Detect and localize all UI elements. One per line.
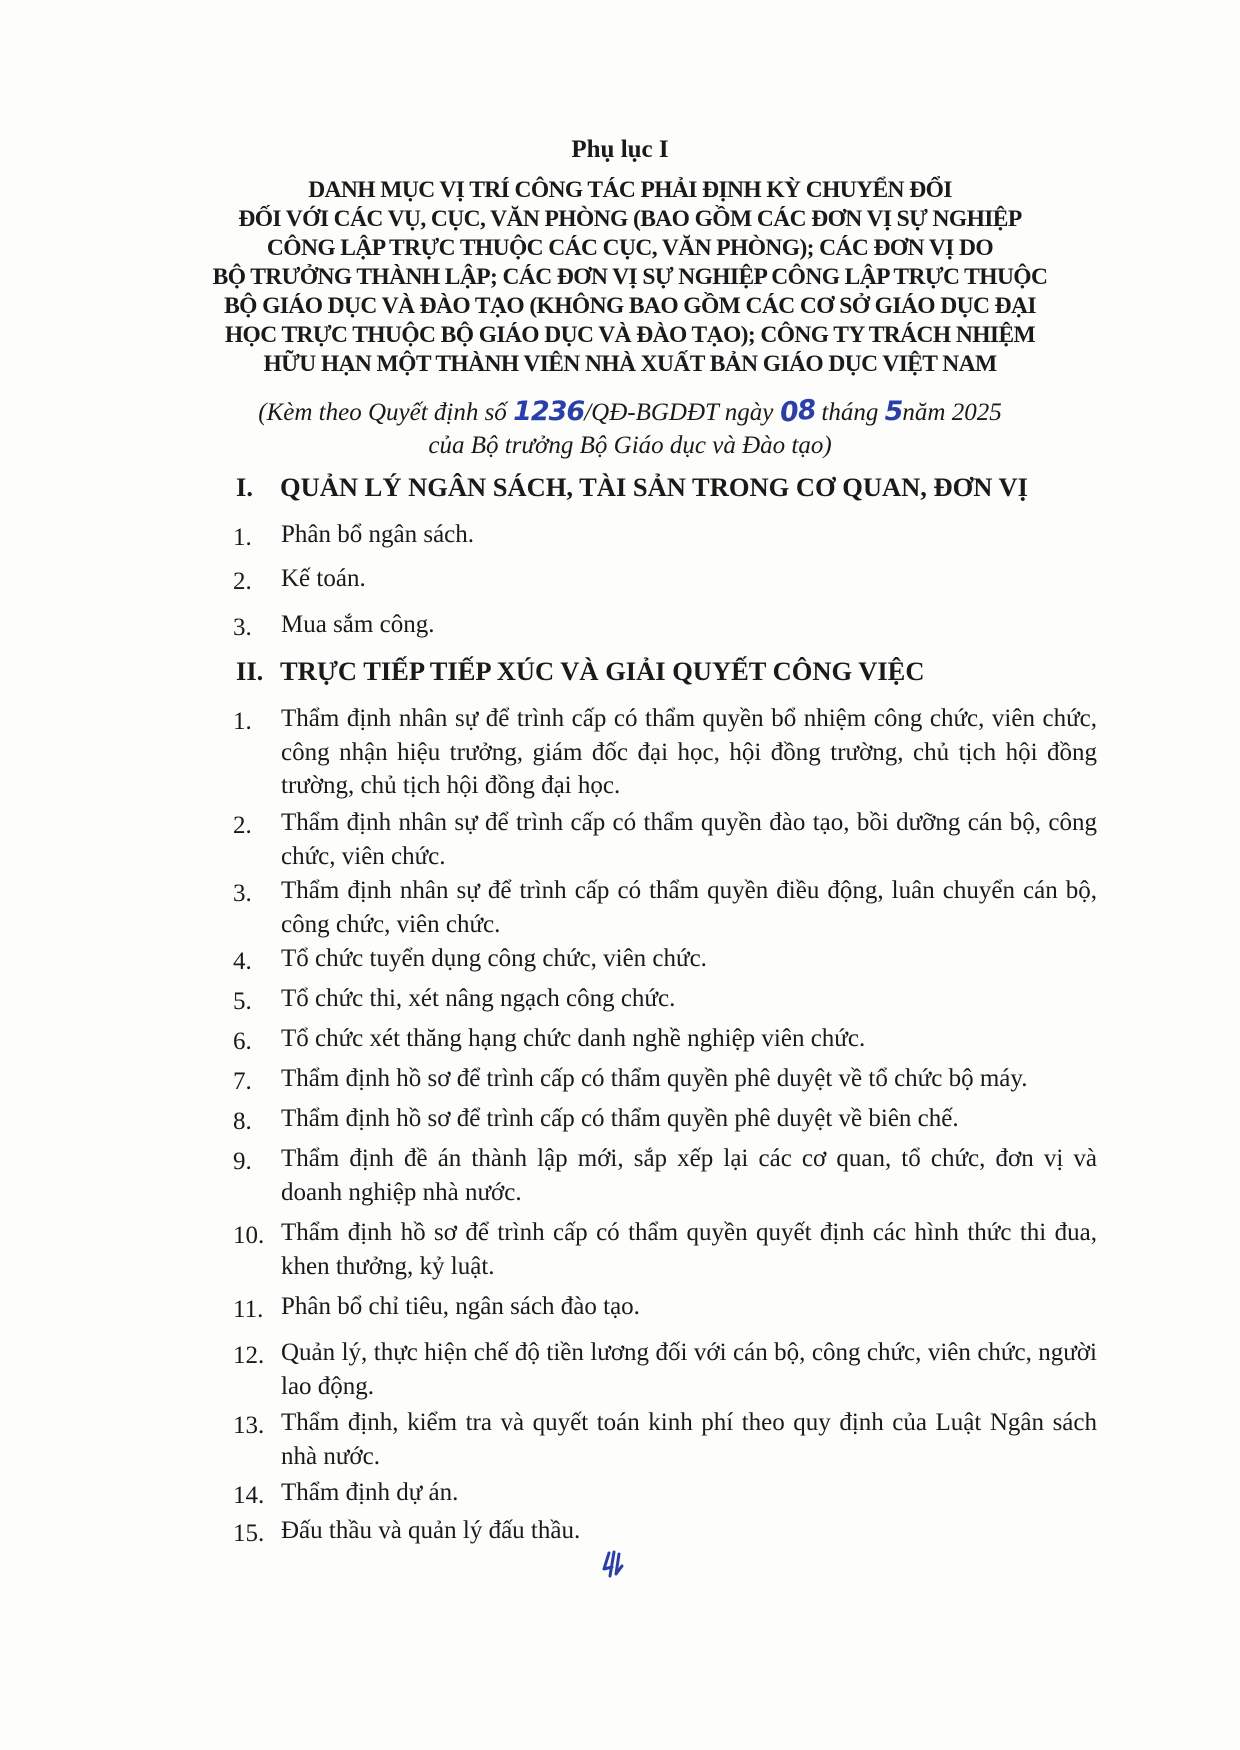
item-number: 10. (233, 1222, 265, 1249)
item-text: Thẩm định nhân sự để trình cấp có thẩm quyền điều động, luân chuyển cán bộ, công chức, viên chức. (281, 877, 1097, 938)
attachment-note (180, 396, 1080, 427)
item-text: Đấu thầu và quản lý đấu thầu. (281, 1517, 581, 1544)
heading-line: CÔNG LẬP TRỰC THUỘC CÁC CỤC, VĂN PHÒNG); CÁC ĐƠN VỊ DO (266, 235, 994, 261)
handwritten-decision-number: 1236 (513, 396, 585, 427)
item-number: 11. (233, 1296, 264, 1323)
item-text: Thẩm định, kiểm tra và quyết toán kinh phí theo quy định của Luật Ngân sách nhà nước. (281, 1409, 1097, 1470)
document-heading (180, 176, 1080, 379)
item-number: 5. (233, 988, 252, 1015)
attachment-suffix: năm 2025 (902, 399, 1002, 426)
item-text: Tổ chức tuyển dụng công chức, viên chức. (281, 945, 707, 972)
item-number: 4. (233, 948, 252, 975)
heading-line: HỌC TRỰC THUỘC BỘ GIÁO DỤC VÀ ĐÀO TẠO); CÔNG TY TRÁCH NHIỆM (224, 322, 1036, 348)
item-number: 2. (233, 568, 252, 595)
item-number: 1. (233, 708, 252, 735)
attachment-issuer: của Bộ trưởng Bộ Giáo dục và Đào tạo) (428, 432, 832, 459)
item-number: 12. (233, 1342, 265, 1369)
section-title: TRỰC TIẾP TIẾP XÚC VÀ GIẢI QUYẾT CÔNG VIỆC (280, 656, 925, 686)
section-title: QUẢN LÝ NGÂN SÁCH, TÀI SẢN TRONG CƠ QUAN, ĐƠN VỊ (280, 472, 1028, 502)
handwritten-initial-mark (600, 1549, 630, 1581)
item-text: Thẩm định hồ sơ để trình cấp có thẩm quyền quyết định các hình thức thi đua, khen thưởng, kỷ luật. (281, 1219, 1097, 1280)
item-text: Mua sắm công. (281, 611, 435, 638)
item-number: 1. (233, 524, 252, 551)
attachment-prefix: (Kèm theo Quyết định số (258, 399, 514, 426)
item-text: Thẩm định đề án thành lập mới, sắp xếp lại các cơ quan, tổ chức, đơn vị và doanh nghiệp nhà nước. (281, 1145, 1097, 1206)
attachment-mid: /QĐ-BGDĐT ngày (584, 399, 780, 426)
item-text: Tổ chức thi, xét nâng ngạch công chức. (281, 985, 676, 1012)
item-text: Quản lý, thực hiện chế độ tiền lương đối với cán bộ, công chức, viên chức, người lao động. (281, 1339, 1097, 1400)
attachment-mid: tháng (815, 399, 885, 426)
heading-line: ĐỐI VỚI CÁC VỤ, CỤC, VĂN PHÒNG (BAO GỒM CÁC ĐƠN VỊ SỰ NGHIỆP (238, 206, 1022, 232)
heading-line: DANH MỤC VỊ TRÍ CÔNG TÁC PHẢI ĐỊNH KỲ CHUYỂN ĐỔI (308, 177, 952, 203)
item-text: Phân bổ chỉ tiêu, ngân sách đào tạo. (281, 1293, 640, 1320)
item-text: Thẩm định nhân sự để trình cấp có thẩm quyền bổ nhiệm công chức, viên chức, công nhận hiệu trưởng, giám đốc đại học, hội đồng trường, chủ tịch hội đồng trường, chủ tịch hội đồng đại học. (281, 705, 1097, 799)
item-number: 6. (233, 1028, 252, 1055)
item-number: 3. (233, 880, 252, 907)
appendix-title: Phụ lục I (571, 136, 669, 163)
heading-line: BỘ TRƯỞNG THÀNH LẬP; CÁC ĐƠN VỊ SỰ NGHIỆP CÔNG LẬP TRỰC THUỘC (212, 264, 1048, 290)
item-text: Thẩm định nhân sự để trình cấp có thẩm quyền đào tạo, bồi dưỡng cán bộ, công chức, viên chức. (281, 809, 1097, 870)
section-number: II. (236, 656, 264, 686)
heading-line: HỮU HẠN MỘT THÀNH VIÊN NHÀ XUẤT BẢN GIÁO DỤC VIỆT NAM (263, 351, 997, 377)
item-text: Thẩm định hồ sơ để trình cấp có thẩm quyền phê duyệt về biên chế. (281, 1105, 959, 1132)
section-number: I. (236, 472, 253, 502)
item-number: 7. (233, 1068, 252, 1095)
item-number: 2. (233, 812, 252, 839)
item-text: Phân bổ ngân sách. (281, 521, 475, 548)
item-text: Tổ chức xét thăng hạng chức danh nghề nghiệp viên chức. (281, 1025, 866, 1052)
item-number: 15. (233, 1520, 265, 1547)
item-text: Thẩm định hồ sơ để trình cấp có thẩm quyền phê duyệt về tổ chức bộ máy. (281, 1065, 1028, 1092)
item-number: 14. (233, 1482, 265, 1509)
item-text: Kế toán. (281, 565, 366, 592)
handwritten-day: 08 (778, 394, 817, 429)
handwritten-month: 5 (884, 396, 903, 427)
item-number: 9. (233, 1148, 252, 1175)
heading-line: BỘ GIÁO DỤC VÀ ĐÀO TẠO (KHÔNG BAO GỒM CÁC CƠ SỞ GIÁO DỤC ĐẠI (224, 293, 1036, 319)
item-number: 13. (233, 1412, 265, 1439)
item-number: 3. (233, 614, 252, 641)
item-number: 8. (233, 1108, 252, 1135)
item-text: Thẩm định dự án. (281, 1479, 459, 1506)
